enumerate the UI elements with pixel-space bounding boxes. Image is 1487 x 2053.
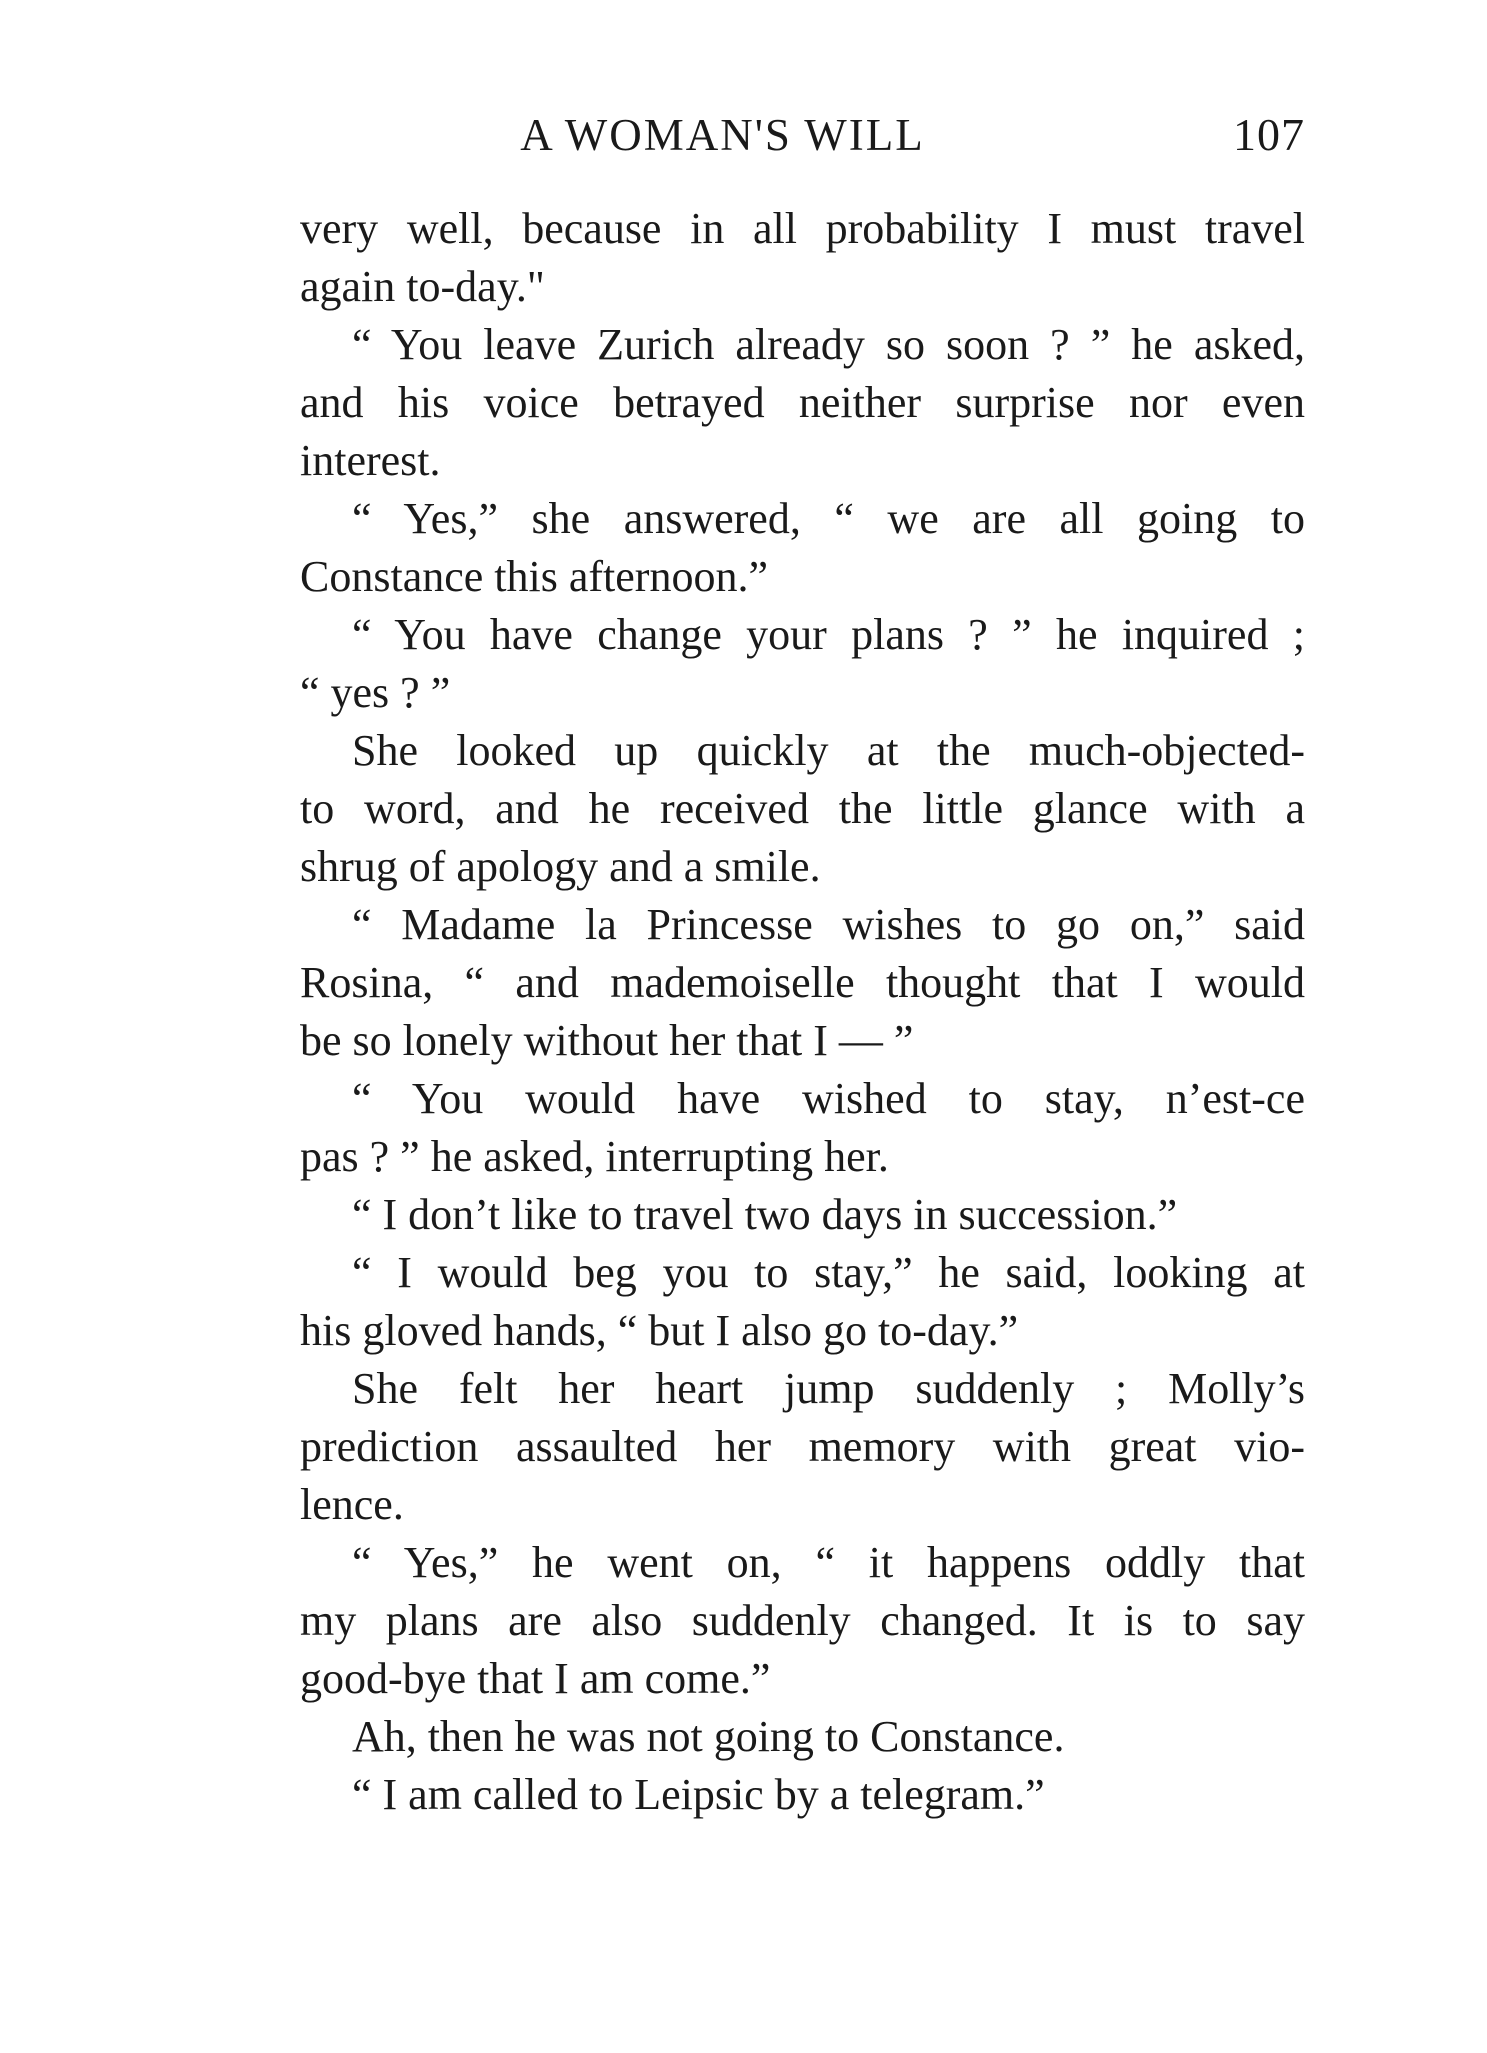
text-line: his gloved hands, “ but I also go to-day.” [300, 1306, 1019, 1355]
text-line: “ You would have wished to stay, n’est-ce [352, 1074, 1305, 1123]
text-line: my plans are also suddenly changed. It is to say [300, 1596, 1305, 1645]
text-line: very well, because in all probability I must travel [300, 204, 1305, 253]
paragraph [300, 316, 1305, 490]
paragraph [300, 1766, 1305, 1824]
paragraph [300, 1534, 1305, 1708]
text-line: Rosina, “ and mademoiselle thought that I would [300, 958, 1305, 1007]
text-line: She felt her heart jump suddenly ; Molly’s [352, 1364, 1305, 1413]
text-line: interest. [300, 436, 441, 485]
text-line: “ yes ? ” [300, 668, 451, 717]
text-line: “ I would beg you to stay,” he said, looking at [352, 1248, 1305, 1297]
text-line: “ I don’t like to travel two days in succession.” [352, 1190, 1178, 1239]
text-line: again to-day." [300, 262, 545, 311]
text-line: prediction assaulted her memory with great vio- [300, 1422, 1305, 1471]
paragraph [300, 896, 1305, 1070]
paragraph [300, 1070, 1305, 1186]
text-line: “ You leave Zurich already so soon ? ” he asked, [352, 320, 1305, 369]
paragraph [300, 490, 1305, 606]
text-line: pas ? ” he asked, interrupting her. [300, 1132, 889, 1181]
text-line: Ah, then he was not going to Constance. [352, 1712, 1065, 1761]
text-line: and his voice betrayed neither surprise nor even [300, 378, 1305, 427]
paragraph [300, 1244, 1305, 1360]
paragraph [300, 606, 1305, 722]
text-line: “ I am called to Leipsic by a telegram.” [352, 1770, 1045, 1819]
body-text [300, 200, 1305, 1824]
text-line: shrug of apology and a smile. [300, 842, 821, 891]
text-line: “ You have change your plans ? ” he inquired ; [352, 610, 1305, 659]
text-line: good-bye that I am come.” [300, 1654, 771, 1703]
running-head: A WOMAN'S WILL [520, 110, 925, 160]
text-line: be so lonely without her that I — ” [300, 1016, 914, 1065]
paragraph [300, 1186, 1305, 1244]
paragraph [300, 200, 1305, 316]
page-header [300, 100, 1305, 170]
page-number: 107 [1233, 109, 1305, 160]
text-line: “ Madame la Princesse wishes to go on,” said [352, 900, 1305, 949]
paragraph [300, 722, 1305, 896]
text-line: “ Yes,” she answered, “ we are all going to [352, 494, 1305, 543]
text-line: “ Yes,” he went on, “ it happens oddly that [352, 1538, 1305, 1587]
text-line: Constance this afternoon.” [300, 552, 768, 601]
text-line: She looked up quickly at the much-objected- [352, 726, 1305, 775]
text-line: to word, and he received the little glance with a [300, 784, 1305, 833]
paragraph [300, 1708, 1305, 1766]
paragraph [300, 1360, 1305, 1534]
text-line: lence. [300, 1480, 404, 1529]
